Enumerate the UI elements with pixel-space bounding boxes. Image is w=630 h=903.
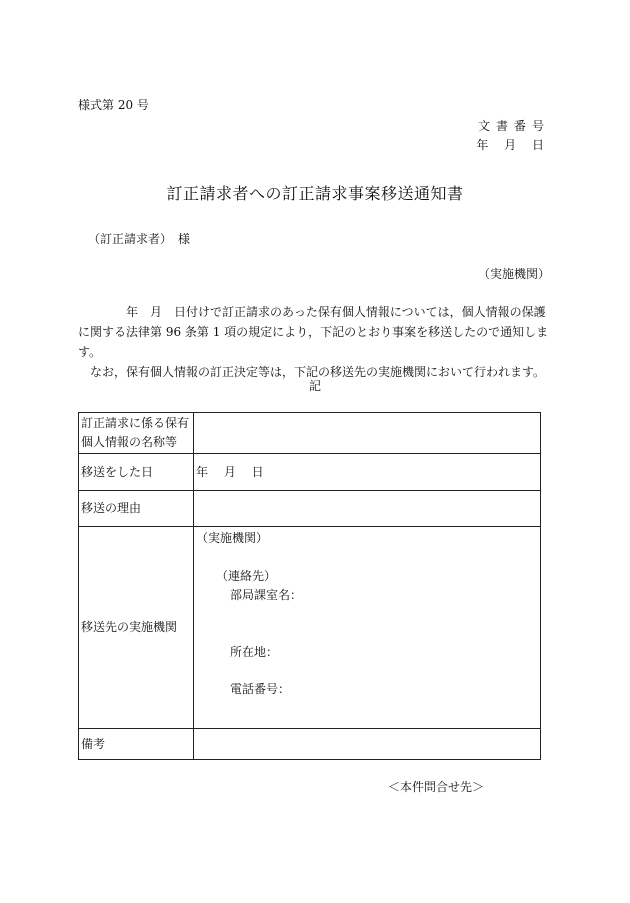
sender-agency: （実施機関） xyxy=(477,267,550,281)
row-label-info-name: 訂正請求に係る保有個人情報の名称等 xyxy=(79,413,194,454)
row-value-transfer-date: 年 月 日 xyxy=(194,454,541,491)
document-number-label: 文書番号 xyxy=(477,119,550,133)
table-row xyxy=(79,491,541,527)
destination-phone: 電話番号： xyxy=(230,682,291,696)
details-table xyxy=(78,412,541,760)
form-number: 様式第 20 号 xyxy=(78,98,149,112)
table-row xyxy=(79,454,541,491)
row-label-remarks: 備考 xyxy=(79,729,194,760)
table-row xyxy=(79,527,541,729)
inquiry-contact-label: ＜本件問合せ先＞ xyxy=(388,780,485,794)
body-paragraph-1: 年 月 日付けで訂正請求のあった保有個人情報については，個人情報の保護に関する法律第 96 条第 1 項の規定により，下記のとおり事案を移送したので通知します。 xyxy=(78,305,549,359)
body-paragraph-2: なお，保有個人情報の訂正決定等は，下記の移送先の実施機関において行われます。 xyxy=(90,365,546,379)
row-value-reason xyxy=(194,491,541,527)
row-value-destination xyxy=(194,527,541,729)
addressee: （訂正請求者） 様 xyxy=(88,232,191,246)
row-label-transfer-date: 移送をした日 xyxy=(79,454,194,491)
destination-contact: （連絡先） xyxy=(216,569,277,583)
destination-agency: （実施機関） xyxy=(196,531,269,545)
ki-heading: 記 xyxy=(308,379,321,393)
destination-address: 所在地： xyxy=(230,645,279,659)
destination-department: 部局課室名： xyxy=(230,588,303,602)
document-date-label: 年 月 日 xyxy=(476,138,550,152)
row-label-reason: 移送の理由 xyxy=(79,491,194,527)
table-row xyxy=(79,729,541,760)
body-text xyxy=(78,302,551,382)
table-row xyxy=(79,413,541,454)
document-title: 訂正請求者への訂正請求事案移送通知書 xyxy=(166,184,464,203)
row-label-destination: 移送先の実施機関 xyxy=(79,527,194,729)
row-value-info-name xyxy=(194,413,541,454)
row-value-remarks xyxy=(194,729,541,760)
